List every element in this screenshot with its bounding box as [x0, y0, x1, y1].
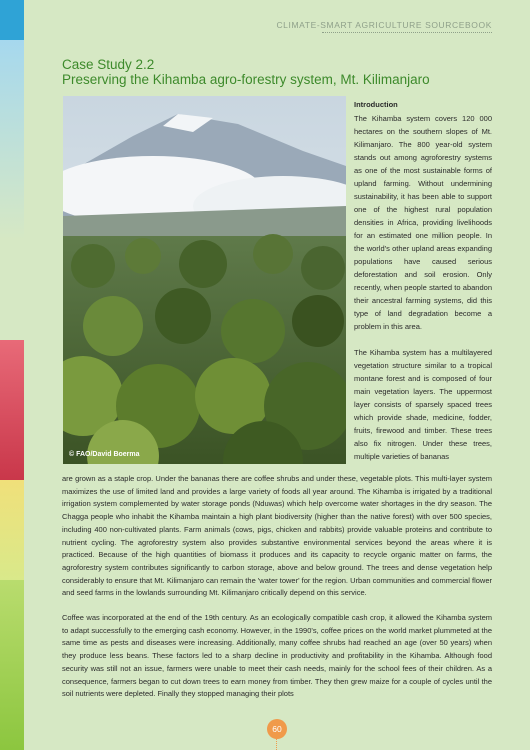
case-study-label: Case Study 2.2 [62, 57, 155, 72]
introduction-column [354, 99, 492, 476]
running-header: CLIMATE-SMART AGRICULTURE SOURCEBOOK [276, 20, 492, 30]
page-number-rule [276, 739, 278, 750]
page-number-badge: 60 [267, 719, 287, 739]
introduction-heading: Introduction [354, 100, 398, 109]
case-study-title: Preserving the Kihamba agro-forestry system, Mt. Kilimanjaro [62, 72, 430, 87]
side-band-yellow [0, 480, 24, 580]
body-paragraph-2: Coffee was incorporated at the end of the 19th century. As an ecologically compatible cash crop, it allowed the Kihamba system to adapt successfully to the emerging cash economy. However, in the 1990's, coffee prices on the world market plummeted at the same time as pests and diseases were increasing. Additionally, many coffee shrubs had reached an age (over 50 years) when they produce less beans. These factors led to a sharp decline in productivity and profitability in the Kihamba. Although food security was still not an issue, farmers were unable to meet their cash needs, mainly for the school fees of their children. As a consequence, farmers began to cut down trees to earn money from timber. They then grew maize for a couple of cycles until the soil nutrients were depleted. Finally they stopped managing their plots [62, 613, 492, 699]
introduction-paragraph-1: The Kihamba system covers 120 000 hectares on the southern slopes of Mt. Kilimanjaro. The 800 year-old system stands out among agroforestry systems as one of the most sustainable forms of upland farming. Without undermining sustainability, it has been able to support one of the highest rural population densities in Africa, providing livelihoods for an estimated one million people. In the world's other upland areas expanding populations have caused serious deforestation and soil erosion. Only recently, when people started to abandon their ancestral farming systems, did this type of land degradation become a problem in this area. [354, 114, 492, 331]
side-band-gap [0, 240, 24, 340]
photo-credit: © FAO/David Boerma [69, 451, 140, 458]
side-band-blue [0, 0, 24, 40]
header-divider [322, 32, 492, 33]
body-paragraph-1: are grown as a staple crop. Under the bananas there are coffee shrubs and under these, vegetable plots. This multi-layer system maximizes the use of limited land and provides a large variety of foods all year around. The Kihamba is irrigated by a traditional irrigation system complemented by water storage ponds (Nduwas) which help overcome water shortages in the dry season. The Chagga people who inhabit the Kihamba maintain a high plant biodiversity (higher than the native forest) with over 500 species, including 400 non-cultivated plants. Farm animals (cows, pigs, chicken and rabbits) provide valuable proteins and contribute to nutrient cycling. The agroforestry system also provides substantive environmental services beyond the areas where it is practiced. Because of the high quantities of biomass it produces and its capacity to recycle organic matter on farms, the agroforestry system contributes significantly to carbon storage, above and below ground. The trees and dense vegetation help considerably to ensure that Mt. Kilimanjaro can remain the 'water tower' for the region. Urban communities and commercial flower and seed farms in the lowlands surrounding Mt. Kilimanjaro critically depend on this service. [62, 474, 492, 598]
side-band-lightblue [0, 40, 24, 240]
body-text [62, 473, 492, 713]
kilimanjaro-photo [63, 96, 346, 464]
introduction-paragraph-2: The Kihamba system has a multilayered vegetation structure similar to a tropical montane forest and is composed of four main vegetation layers. The uppermost layer consists of sparsely spaced trees which provide shade, medicine, fodder, fruits, firewood and timber. These trees also fix nitrogen. Under these trees, multiple varieties of bananas [354, 348, 492, 461]
side-color-band [0, 0, 24, 750]
side-band-red [0, 340, 24, 480]
side-band-green [0, 580, 24, 750]
